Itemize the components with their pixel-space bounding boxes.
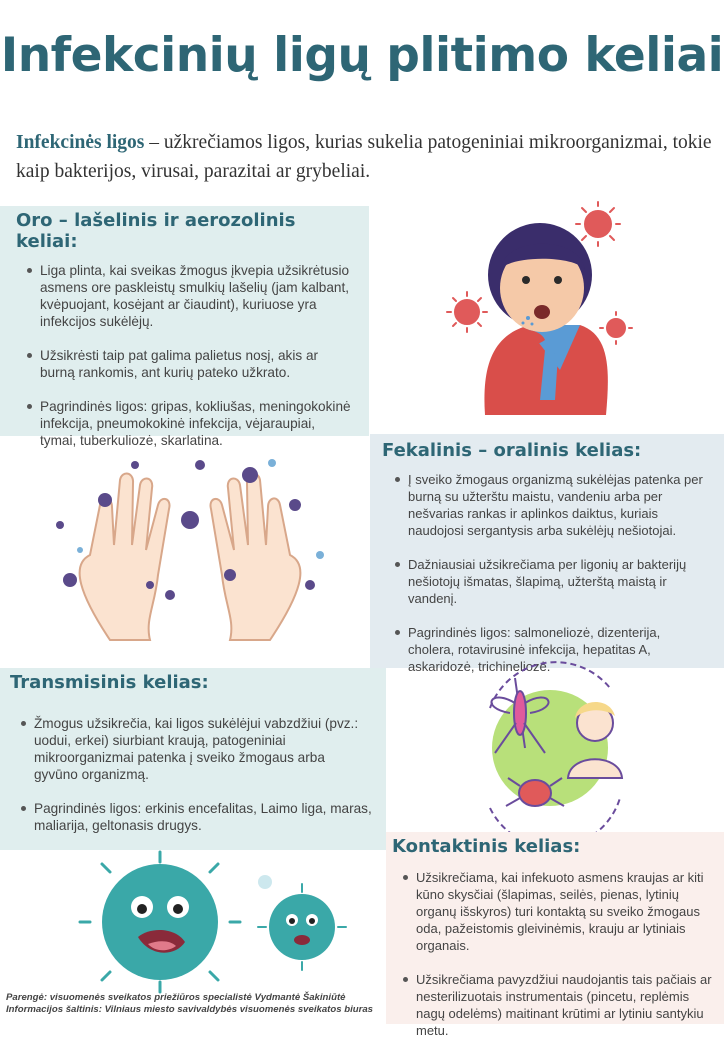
footer-source: Informacijos šaltinis: Vilniaus miesto savivaldybės visuomenės sveikatos biuras [6,1004,374,1015]
virus-icon [80,852,240,992]
intro-term: Infekcinės ligos [16,132,145,153]
list-item: Pagrindinės ligos: gripas, kokliušas, meningokokinė infekcija, pneumokokinė infekcija, vėjaraupiai, tymai, tuberkuliozė, skarlatina. [26,398,355,449]
virus-icon [258,884,346,970]
list-item: Žmogus užsikrečia, kai ligos sukėlėjui vabzdžiui (pvz.: uodui, erkei) siurbiant kraują, patogeniniai mikroorganizmai patenka į sveiko žmogaus arba gyvūno organizmą. [20,715,372,783]
intro-definition: – užkrečiamos ligos, kurias sukelia patogeniniai mikroorganizmai, tokie kaip bakterijos, virusai, parazitai ar grybeliai. [16,132,712,182]
airborne-route-panel [0,206,369,448]
fecal-oral-heading: Fekalinis – oralinis kelias: [382,440,642,461]
vector-route-panel [0,668,386,850]
list-item: Dažniausiai užsikrečiama per ligonių ar bakterijų nešiotojų išmatas, šlapimą, užterštą maistą ir vandenį. [394,556,710,607]
intro-paragraph [16,128,716,186]
germy-hands-illustration [40,445,340,645]
page-title: Infekcinių ligų plitimo keliai [0,28,724,83]
virus-icon [576,202,620,246]
virus-icon [447,292,487,332]
list-item: Užsikrečiama pavyzdžiui naudojantis tais pačiais ar nesterilizuotais instrumentais (pincetu, replėmis nagų odelėms) maitinant krūtimi ar lytiniu santykiu metu. [402,971,712,1039]
contact-heading: Kontaktinis kelias: [392,836,581,857]
contact-list [392,869,712,1039]
vector-list [10,715,372,834]
footer-credits [6,992,396,1016]
list-item: Į sveiko žmogaus organizmą sukėlėjas patenka per burną su užterštu maistu, vandeniu arba per nešvarias rankas ir aplinkos daiktus, kuriais naudojosi sergantysis arba sukėlėjų nešiotojai. [394,471,710,539]
list-item: Pagrindinės ligos: salmoneliozė, dizenterija, cholera, rotavirusinė infekcija, hepatitas A, askaridozė, trichineliozė. [394,624,710,675]
list-item: Užsikrėsti taip pat galima palietus nosį, akis ar burną rankomis, ant kurių pateko užkrato. [26,347,355,381]
airborne-list [16,262,355,449]
vector-heading: Transmisinis kelias: [10,672,209,693]
list-item: Užsikrečiama, kai infekuoto asmens kraujas ar kiti kūno skysčiai (šlapimas, seilės, pienas, lytinių organų išskyros) turi kontaktą su sveiko žmogaus oda, pažeistomis gleivinėmis, krauju ar lytiniais organais. [402,869,712,954]
list-item: Liga plinta, kai sveikas žmogus įkvepia užsikrėtusio asmens ore paskleistų smulkių lašelių (jam kalbant, kvėpuojant, kosėjant ar čiaudint), kuriuose yra infekcijos sukėlėjų. [26,262,355,330]
footer-prepared-by: Parengė: visuomenės sveikatos priežiūros specialistė Vydmantė Šakiniūtė [6,992,346,1003]
fecal-oral-route-panel [370,434,724,674]
fecal-oral-list [382,471,710,675]
list-item: Pagrindinės ligos: erkinis encefalitas, Laimo liga, maras, maliarija, geltonasis drugys. [20,800,372,834]
viruses-illustration [80,852,380,992]
airborne-heading: Oro – lašelinis ir aerozolinis keliai: [16,210,296,252]
contact-route-panel [386,832,724,1038]
mosquito-tick-illustration [470,668,640,828]
virus-icon [600,312,632,344]
coughing-child-illustration [430,200,650,420]
